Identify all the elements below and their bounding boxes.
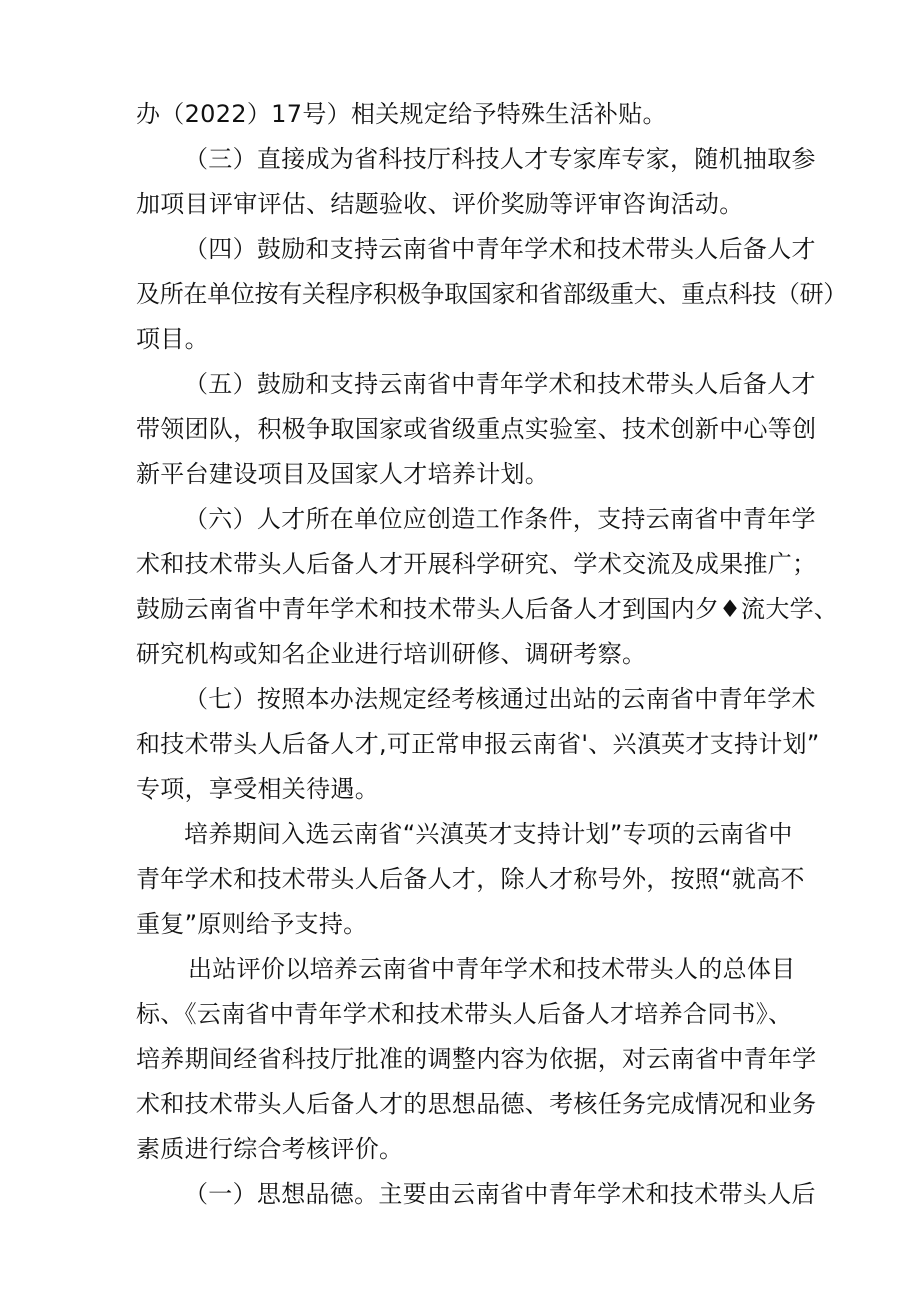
text-line-18: 青年学术和技术带头人后备人才，除人才称号外，按照“就高不	[136, 865, 805, 893]
text-line-24: 素质进行综合考核评价。	[136, 1135, 404, 1163]
text-line-13: 研究机构或知名企业进行培训研修、调研考察。	[136, 640, 647, 668]
text-line-12: 鼓励云南省中青年学术和技术带头人后备人才到国内夕♦流大学、	[136, 595, 839, 623]
text-line-2: （三）直接成为省科技厅科技人才专家库专家，随机抽取参	[184, 145, 816, 173]
text-line-4: （四）鼓励和支持云南省中青年学术和技术带头人后备人才	[184, 235, 816, 263]
text-line-19: 重复”原则给予支持。	[136, 910, 368, 938]
text-line-7: （五）鼓励和支持云南省中青年学术和技术带头人后备人才	[184, 370, 816, 398]
text-line-22: 培养期间经省科技厅批准的调整内容为依据，对云南省中青年学	[136, 1045, 817, 1073]
text-line-3: 加项目评审评估、结题验收、评价奖励等评审咨询活动。	[136, 190, 744, 218]
text-line-5: 及所在单位按有关程序积极争取国家和省部级重大、重点科技（研）	[136, 280, 847, 308]
text-line-16: 专项，享受相关待遇。	[136, 775, 379, 803]
text-line-11: 术和技术带头人后备人才开展科学研究、学术交流及成果推广；	[136, 550, 817, 578]
text-line-9: 新平台建设项目及国家人才培养计划。	[136, 460, 550, 488]
text-line-25: （一）思想品德。主要由云南省中青年学术和技术带头人后	[184, 1180, 816, 1208]
text-line-10: （六）人才所在单位应创造工作条件，支持云南省中青年学	[184, 505, 816, 533]
text-line-23: 术和技术带头人后备人才的思想品德、考核任务完成情况和业务	[136, 1090, 817, 1118]
text-line-21: 标、《云南省中青年学术和技术带头人后备人才培养合同书》、	[136, 1000, 793, 1028]
text-line-15: 和技术带头人后备人才,可正常申报云南省'、兴滇英才支持计划”	[136, 730, 820, 758]
text-line-20: 出站评价以培养云南省中青年学术和技术带头人的总体目	[188, 955, 796, 983]
text-line-1: 办（2022）17号）相关规定给予特殊生活补贴。	[136, 100, 667, 128]
text-line-6: 项目。	[136, 325, 209, 353]
text-line-17: 培养期间入选云南省“兴滇英才支持计划”专项的云南省中	[184, 820, 793, 848]
text-line-8: 带领团队，积极争取国家或省级重点实验室、技术创新中心等创	[136, 415, 817, 443]
text-line-14: （七）按照本办法规定经考核通过出站的云南省中青年学术	[184, 685, 816, 713]
